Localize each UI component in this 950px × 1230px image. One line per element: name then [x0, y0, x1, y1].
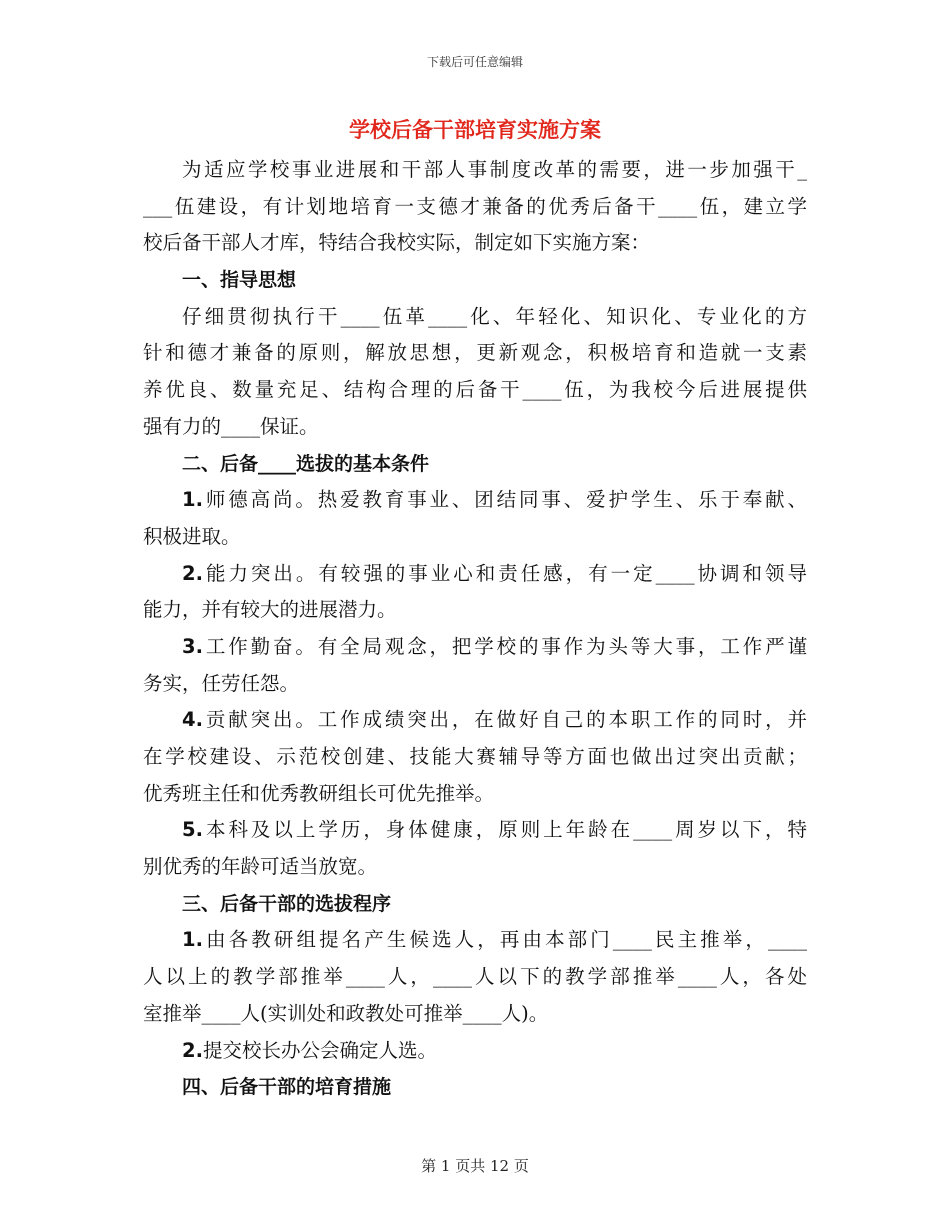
- intro-line: ___伍建设，有计划地培育一支德才兼备的优秀后备干____伍，建立学: [143, 194, 807, 218]
- list-item-line: [143, 1033, 807, 1070]
- paragraph-line: 强有力的____保证。: [143, 414, 319, 438]
- item-number: 3.: [182, 634, 203, 658]
- list-item-line: 别优秀的年龄可适当放宽。: [143, 855, 378, 879]
- item-text: 能力突出。有较强的事业心和责任感，有一定____协调和领导: [202, 561, 807, 585]
- paragraph-line: 养优良、数量充足、结构合理的后备干____伍，为我校今后进展提供: [143, 378, 807, 402]
- item-text: 工作勤奋。有全局观念，把学校的事作为头等大事，工作严谨: [202, 634, 807, 658]
- item-text: 提交校长办公会确定人选。: [202, 1038, 437, 1062]
- item-number: 5.: [182, 818, 203, 842]
- list-item-line: [143, 482, 807, 519]
- section-heading: 四、后备干部的培育措施: [182, 1076, 392, 1099]
- list-item-line: 在学校建设、示范校创建、技能大赛辅导等方面也做出过突出贡献；: [143, 745, 807, 768]
- document-title: 学校后备干部培育实施方案: [349, 118, 601, 142]
- section-heading: 三、后备干部的选拔程序: [182, 892, 392, 915]
- list-item-line: 室推举____人(实训处和政教处可推举____人)。: [143, 1001, 549, 1025]
- item-number: 1.: [182, 928, 203, 952]
- list-item-line: 积极进取。: [143, 524, 241, 548]
- paragraph-line: 针和德才兼备的原则，解放思想，更新观念，积极培育和造就一支素: [143, 341, 807, 365]
- item-number: 2.: [182, 561, 203, 585]
- paragraph-line: 仔细贯彻执行干____伍革____化、年轻化、知识化、专业化的方: [182, 304, 807, 328]
- section-heading: 二、后备____选拔的基本条件: [182, 452, 430, 475]
- list-item-line: 优秀班主任和优秀教研组长可优先推举。: [143, 781, 495, 805]
- item-text: 贡献突出。工作成绩突出，在做好自己的本职工作的同时，并: [202, 708, 807, 732]
- intro-line: 为适应学校事业进展和干部人事制度改革的需要，进一步加强干_: [182, 158, 807, 181]
- list-item-line: [143, 556, 807, 593]
- list-item-line: 能力，并有较大的进展潜力。: [143, 598, 397, 622]
- page-header: 下载后可任意编辑: [426, 55, 523, 69]
- item-number: 2.: [182, 1038, 203, 1062]
- intro-line: 校后备干部人才库，特结合我校实际，制定如下实施方案：: [143, 231, 651, 255]
- item-number: 4.: [182, 708, 203, 732]
- document-body: [143, 152, 807, 1106]
- item-text: 由各教研组提名产生候选人，再由本部门____民主推举，____: [202, 928, 807, 952]
- list-item-line: 人以上的教学部推举____人，____人以下的教学部推举____人，各处: [143, 965, 807, 989]
- list-item-line: [143, 812, 807, 849]
- item-number: 1.: [182, 488, 203, 512]
- section-heading: 一、指导思想: [182, 269, 297, 292]
- list-item-line: [143, 629, 807, 666]
- list-item-line: [143, 922, 807, 959]
- item-text: 师德高尚。热爱教育事业、团结同事、爱护学生、乐于奉献、: [202, 488, 807, 512]
- page-footer: 第 1 页共 12 页: [421, 1157, 529, 1175]
- list-item-line: 务实，任劳任怨。: [143, 671, 300, 695]
- item-text: 本科及以上学历，身体健康，原则上年龄在____周岁以下，特: [202, 818, 807, 842]
- list-item-line: [143, 702, 807, 739]
